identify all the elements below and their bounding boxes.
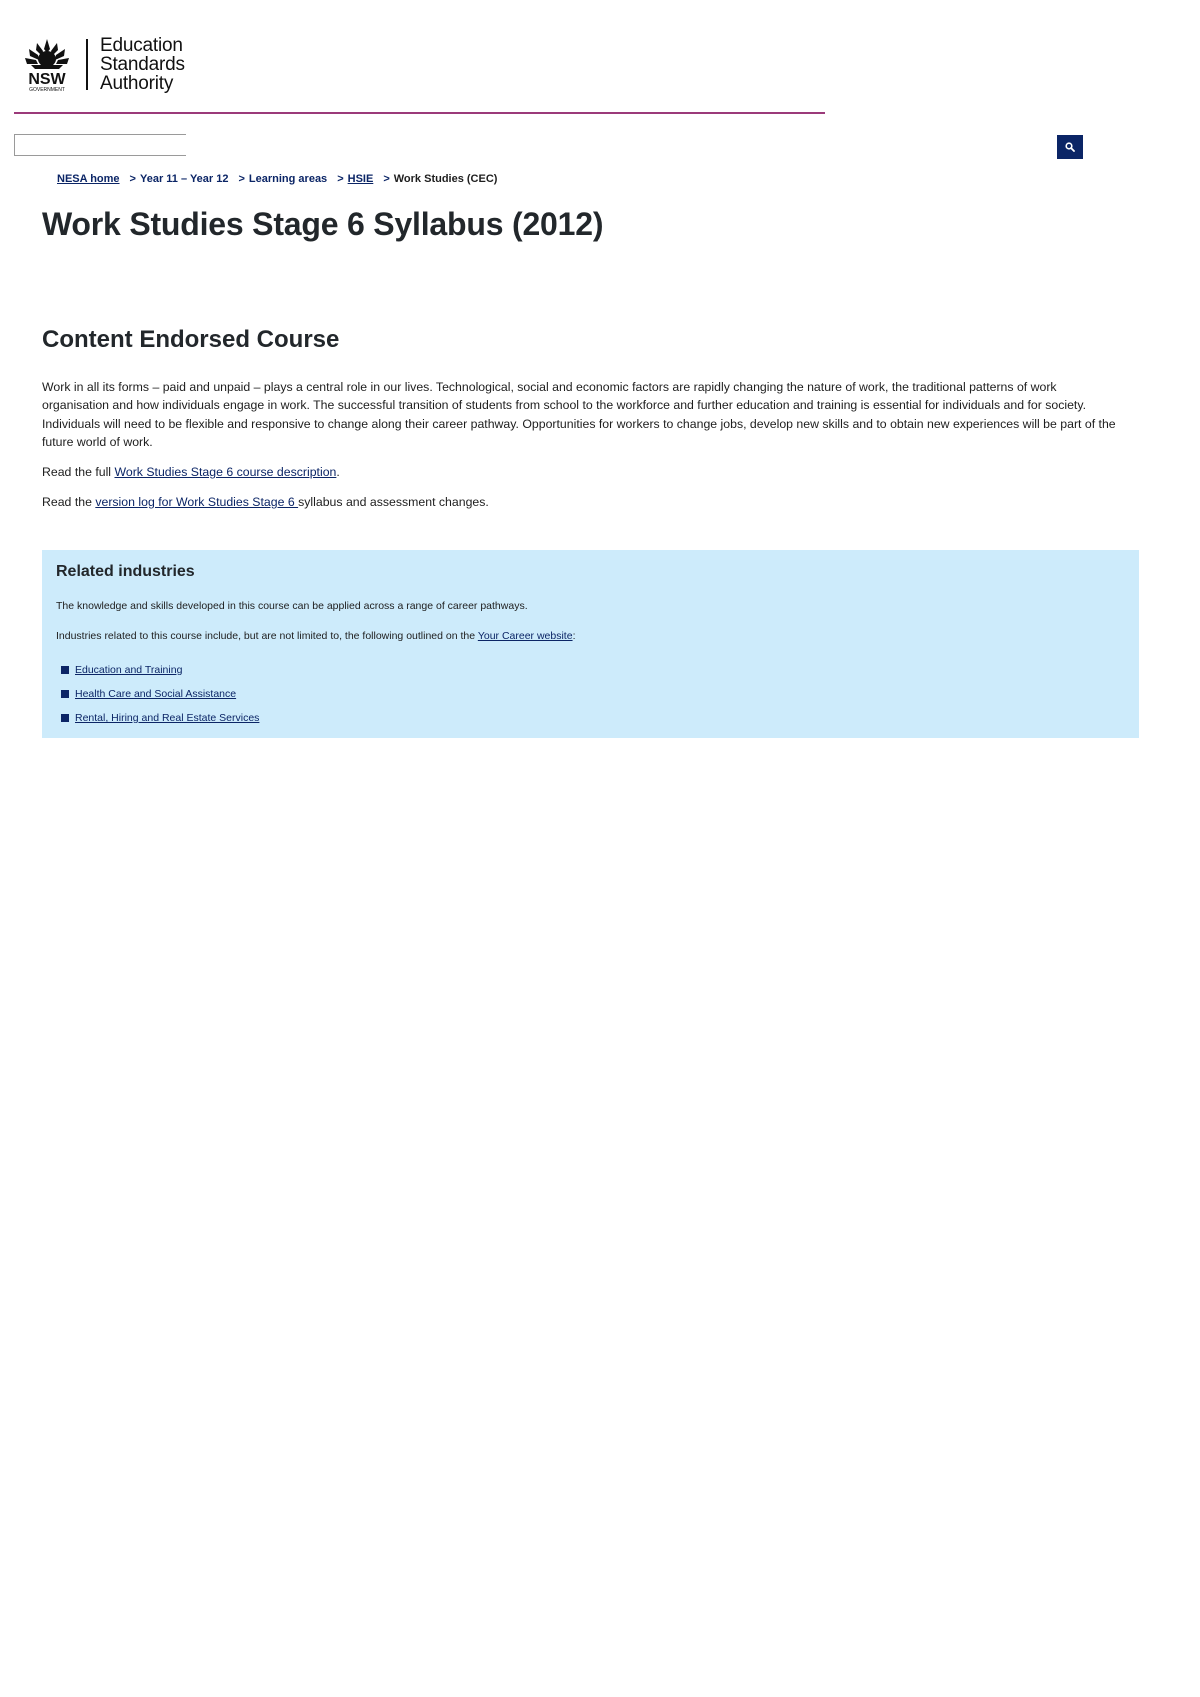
- search-icon: [1065, 142, 1075, 152]
- section-title: Content Endorsed Course: [42, 326, 340, 353]
- related-industries-panel: [42, 550, 1139, 738]
- related-intro-text: The knowledge and skills developed in this course can be applied across a range of career pathways.: [56, 600, 528, 612]
- related-industries-title: Related industries: [56, 563, 195, 580]
- page-title: Work Studies Stage 6 Syllabus (2012): [42, 206, 604, 242]
- authority-name-line: Education: [100, 35, 183, 56]
- authority-name[interactable]: [100, 36, 185, 93]
- read-full-line: [42, 463, 340, 481]
- breadcrumb-hsie[interactable]: HSIE: [347, 173, 374, 185]
- breadcrumb-separator: >: [129, 173, 136, 185]
- search-input[interactable]: [14, 134, 186, 156]
- version-log-link[interactable]: version log for Work Studies Stage 6: [95, 495, 299, 509]
- breadcrumb-current: Work Studies (CEC): [393, 173, 498, 185]
- industry-list: [61, 658, 259, 730]
- breadcrumb-learning-areas[interactable]: Learning areas: [248, 173, 328, 185]
- related-text-prefix: Industries related to this course include, but are not limited to, the following outlined on the: [56, 630, 478, 642]
- logo-divider: [86, 39, 88, 90]
- related-text-suffix: :: [572, 630, 576, 642]
- list-item: [61, 706, 259, 730]
- breadcrumb-separator: >: [238, 173, 245, 185]
- related-industries-text: [56, 629, 575, 643]
- breadcrumb-year-11-12[interactable]: Year 11 – Year 12: [139, 173, 229, 185]
- header-divider: [14, 112, 825, 114]
- industry-health-care-link[interactable]: Health Care and Social Assistance: [75, 688, 237, 700]
- square-bullet-icon: [61, 714, 69, 722]
- breadcrumb-separator: >: [337, 173, 344, 185]
- list-item: [61, 682, 259, 706]
- site-header: [22, 36, 185, 93]
- nsw-government-logo[interactable]: [22, 37, 72, 93]
- authority-name-line: Authority: [100, 73, 174, 94]
- version-log-line: [42, 493, 489, 511]
- breadcrumb-separator: >: [383, 173, 390, 185]
- read-full-prefix: Read the full: [42, 465, 115, 479]
- svg-text:NSW: NSW: [28, 70, 66, 88]
- square-bullet-icon: [61, 666, 69, 674]
- breadcrumb-nesa-home[interactable]: NESA home: [57, 173, 120, 185]
- course-description-link[interactable]: Work Studies Stage 6 course description: [114, 465, 337, 479]
- industry-education-training-link[interactable]: Education and Training: [75, 664, 183, 676]
- read-full-suffix: .: [336, 465, 340, 479]
- read-log-suffix: syllabus and assessment changes.: [298, 495, 489, 509]
- square-bullet-icon: [61, 690, 69, 698]
- industry-rental-hiring-link[interactable]: Rental, Hiring and Real Estate Services: [75, 712, 260, 724]
- svg-text:GOVERNMENT: GOVERNMENT: [29, 86, 65, 93]
- waratah-icon: [22, 37, 72, 93]
- read-log-prefix: Read the: [42, 495, 96, 509]
- intro-paragraph: Work in all its forms – paid and unpaid – plays a central role in our lives. Technological, social and economic factors are rapidly changing the nature of work, the traditional patterns of work organisation and how individuals engage in work. The successful transition of students from school to the workforce and further education and training is essential for individuals and for society. Individuals will need to be flexible and responsive to change along their career pathway. Opportunities for workers to change jobs, develop new skills and to obtain new experiences will be part of the future world of work.: [42, 380, 1116, 449]
- search-button[interactable]: [1057, 135, 1083, 159]
- your-career-link[interactable]: Your Career website: [477, 630, 573, 642]
- authority-name-line: Standards: [100, 54, 185, 75]
- list-item: [61, 658, 259, 682]
- breadcrumb: [57, 173, 497, 185]
